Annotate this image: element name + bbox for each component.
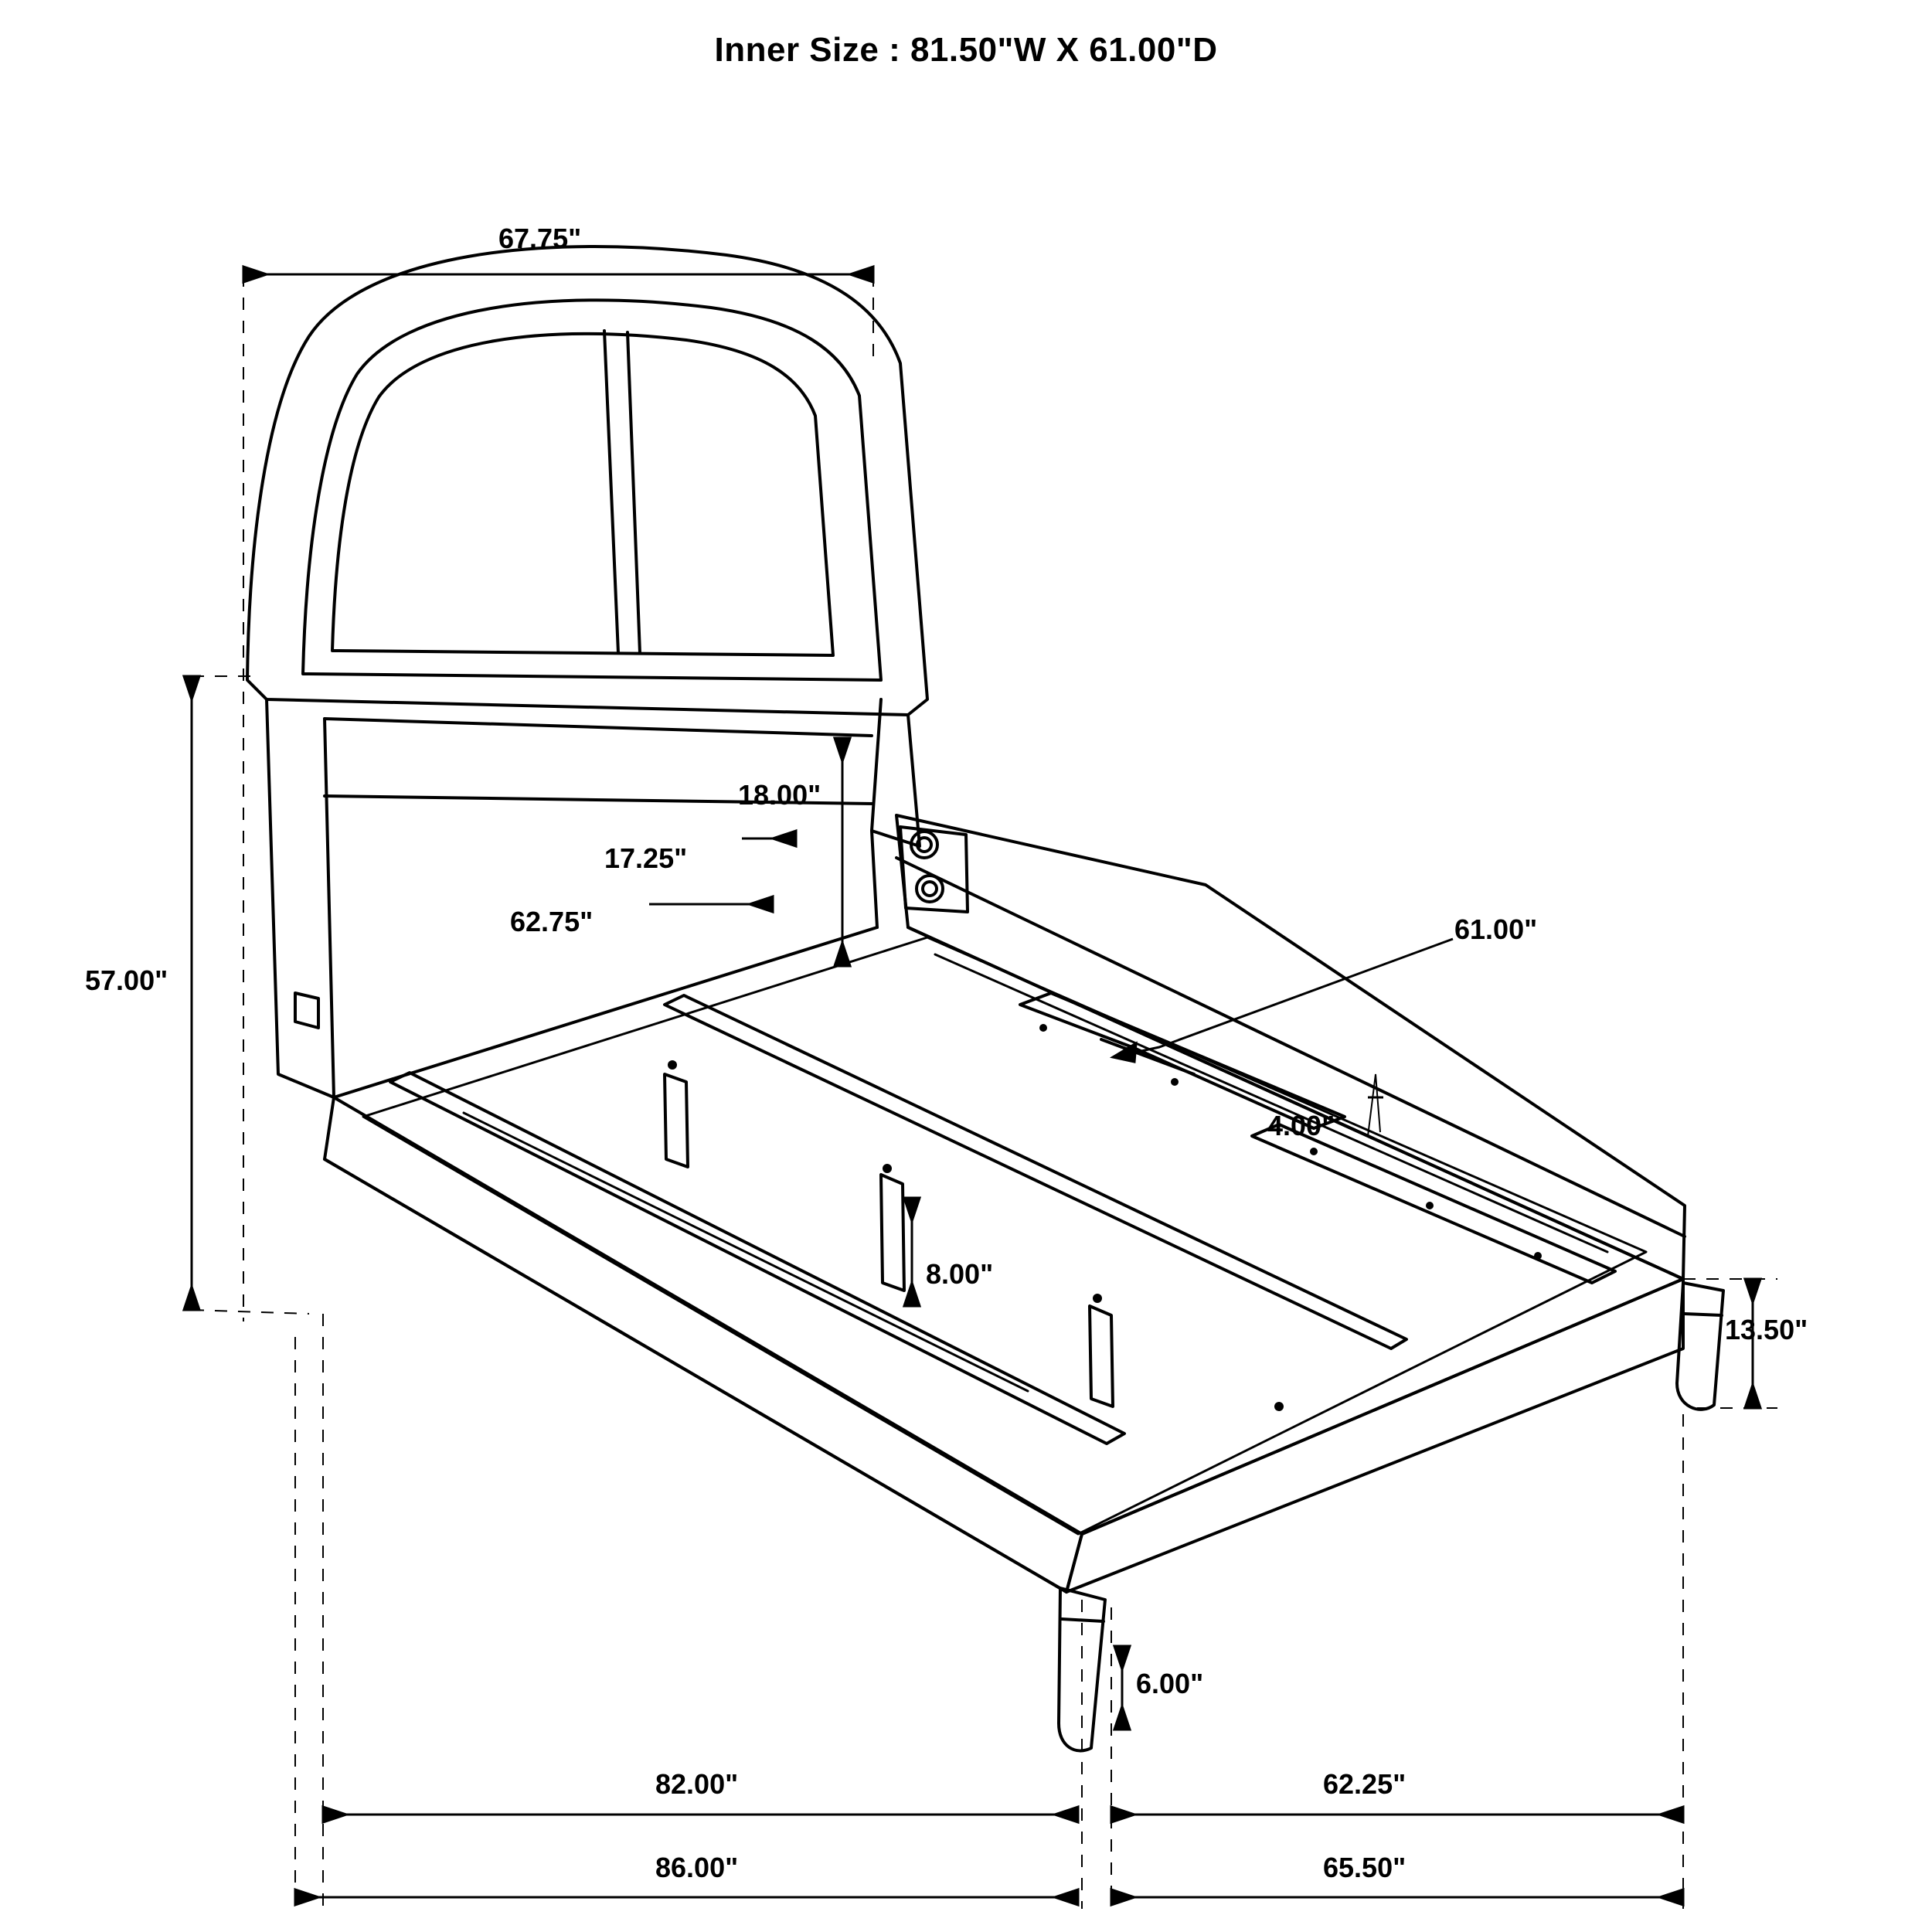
screw-dot [1534, 1252, 1542, 1260]
left-leg-bracket [295, 993, 318, 1028]
foot-rail-top-edge [1082, 1279, 1683, 1534]
support-leg-2 [881, 1175, 904, 1291]
dim-label-overall-height: 57.00" [85, 964, 168, 996]
ext-line [192, 1310, 309, 1314]
rail-hardware-plate [900, 827, 968, 912]
dim-label-panel-inset-height: 18.00" [738, 779, 821, 811]
support-leg-1 [665, 1074, 688, 1167]
dim-label-headboard-inner-width: 62.75" [510, 906, 594, 937]
arrow [1055, 1889, 1078, 1905]
dim-label-overall-length: 86.00" [655, 1852, 739, 1883]
arrow [835, 943, 850, 966]
arrow [1111, 1889, 1134, 1905]
dim-label-panel-height: 17.25" [604, 842, 688, 874]
screw-dot [883, 1164, 892, 1173]
cross-slat-lower [1252, 1124, 1615, 1283]
foot-leg-line [1062, 1619, 1104, 1621]
arrow [1055, 1807, 1078, 1822]
right-foot-leg-line [1685, 1314, 1722, 1315]
slat-line [464, 1113, 1028, 1391]
right-rail-inner-line [896, 858, 1685, 1236]
arrow [904, 1283, 920, 1306]
arrow [750, 896, 773, 912]
screw-dot [1274, 1402, 1284, 1411]
screw-dot [1039, 1024, 1047, 1032]
rail-bolt-hole-2 [917, 876, 943, 902]
arrow [1660, 1889, 1683, 1905]
dim-label-side-depth: 62.25" [1323, 1768, 1406, 1800]
arrow [323, 1807, 346, 1822]
left-rail-lower-edge [325, 1159, 1066, 1592]
arrow [1114, 1706, 1130, 1730]
arrow [184, 676, 199, 699]
dim-label-center-leg-height: 8.00" [926, 1258, 994, 1290]
rail-bolt-hole-2-inner [923, 882, 937, 896]
dim-label-rail-height-from-floor: 13.50" [1725, 1314, 1808, 1345]
headboard-right-post [872, 699, 920, 846]
arrow [1745, 1279, 1760, 1302]
arrow [1114, 1646, 1130, 1669]
headboard-upholstery-panel [332, 334, 833, 655]
screw-dot [1171, 1078, 1179, 1086]
arrow [1111, 1807, 1134, 1822]
support-leg-3 [1090, 1306, 1113, 1406]
dim-label-overall-width: 65.50" [1323, 1852, 1406, 1883]
headboard-inner-frame [303, 300, 881, 680]
arrow [904, 1198, 920, 1221]
arrow [295, 1889, 318, 1905]
dim-label-headboard-width: 67.75" [498, 223, 582, 254]
screw-dot [668, 1060, 677, 1070]
screw-dot [1310, 1148, 1318, 1155]
left-side-rail [325, 1097, 1082, 1592]
dim-label-foot-leg-height: 6.00" [1136, 1668, 1204, 1699]
footboard-front-rail [1066, 1279, 1683, 1592]
arrow [773, 831, 796, 846]
headboard-bottom-rail-top [325, 719, 872, 736]
slat-line [935, 954, 1607, 1252]
arrow [1745, 1385, 1760, 1408]
panel-divider-line [604, 331, 618, 653]
screw-dot [1426, 1202, 1434, 1209]
headboard-bottom-rail-front [334, 927, 877, 1097]
arrow [184, 1287, 199, 1310]
headboard-left-leg [267, 699, 334, 1097]
headboard-right-post-front [872, 831, 877, 927]
dim-label-footboard-depth: 82.00" [655, 1768, 739, 1800]
arrow [243, 267, 267, 282]
dim-label-rail-thickness: 4.00" [1267, 1110, 1335, 1141]
dim-label-side-rail-inner-width: 61.00" [1454, 913, 1538, 945]
arrow [1660, 1807, 1683, 1822]
arrow [835, 738, 850, 761]
page-title: Inner Size : 81.50"W X 61.00"D [714, 31, 1218, 69]
panel-divider-line-2 [628, 332, 640, 653]
arrow [850, 267, 873, 282]
screw-dot [1093, 1294, 1102, 1303]
